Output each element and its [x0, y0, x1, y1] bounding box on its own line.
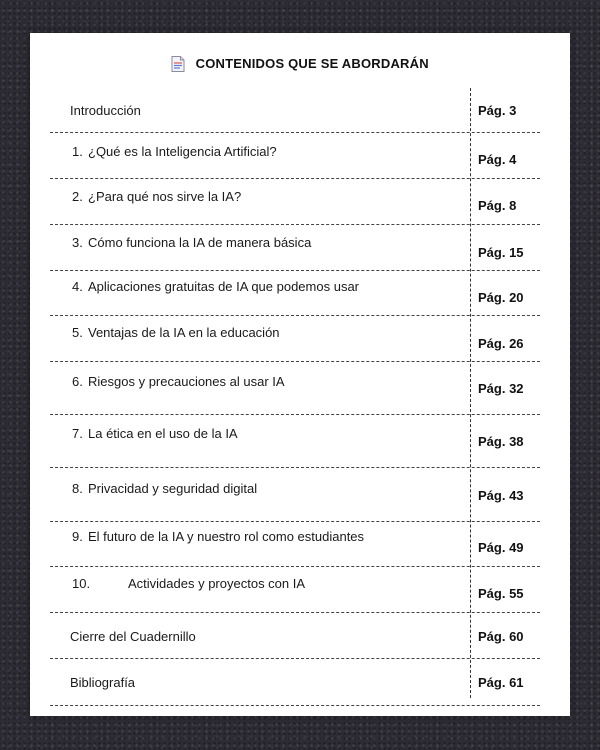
- toc-row: [50, 225, 540, 271]
- toc-page-ref: Pág. 4: [478, 152, 517, 167]
- toc-row: [50, 415, 540, 468]
- document-title: CONTENIDOS QUE SE ABORDARÁN: [195, 56, 429, 72]
- toc-page-ref: Pág. 60: [478, 629, 524, 644]
- toc-row: [50, 316, 540, 362]
- toc-entry-label: Riesgos y precauciones al usar IA: [88, 374, 285, 389]
- toc-entry-number: 3.: [72, 235, 83, 250]
- toc-entry-number: 9.: [72, 529, 83, 544]
- toc-row: [50, 522, 540, 567]
- toc-row: [50, 659, 540, 706]
- toc-entry-number: 1.: [72, 144, 83, 159]
- toc-page-ref: Pág. 49: [478, 540, 524, 555]
- toc-page-ref: Pág. 61: [478, 675, 524, 690]
- toc-entry-label: ¿Para qué nos sirve la IA?: [88, 189, 242, 204]
- toc-entry-number: 8.: [72, 481, 83, 496]
- toc-row: [50, 88, 540, 133]
- toc-page-ref: Pág. 3: [478, 103, 517, 118]
- toc-row: [50, 468, 540, 522]
- toc-row: [50, 567, 540, 613]
- toc-page-ref: Pág. 8: [478, 198, 517, 213]
- toc-entry-number: 5.: [72, 325, 83, 340]
- toc-page-ref: Pág. 43: [478, 488, 524, 503]
- toc-entry-number: 7.: [72, 426, 83, 441]
- toc-row: [50, 133, 540, 179]
- toc-entry-label: ¿Qué es la Inteligencia Artificial?: [88, 144, 277, 159]
- document-page: [30, 33, 570, 716]
- toc-page-ref: Pág. 55: [478, 586, 524, 601]
- toc-row: [50, 362, 540, 415]
- toc-entry-number: 2.: [72, 189, 83, 204]
- toc-entry-label: Bibliografía: [70, 675, 136, 690]
- toc-entry-label: Cómo funciona la IA de manera básica: [88, 235, 312, 250]
- toc-entry-label: Cierre del Cuadernillo: [70, 629, 196, 644]
- toc-entry-label: Introducción: [70, 103, 141, 118]
- document-icon: [171, 56, 185, 72]
- toc-page-ref: Pág. 26: [478, 336, 524, 351]
- toc-row: [50, 179, 540, 225]
- toc-page-ref: Pág. 38: [478, 434, 524, 449]
- toc-entry-label: La ética en el uso de la IA: [88, 426, 238, 441]
- toc-page-ref: Pág. 32: [478, 381, 524, 396]
- toc-entry-label: Privacidad y seguridad digital: [88, 481, 258, 496]
- toc-page-ref: Pág. 15: [478, 245, 524, 260]
- toc-entry-label: Ventajas de la IA en la educación: [88, 325, 280, 340]
- toc-entry-number: 10.: [72, 576, 91, 591]
- toc-entry-label: El futuro de la IA y nuestro rol como estudiantes: [88, 529, 365, 544]
- toc-row: [50, 271, 540, 316]
- toc-entry-label: Aplicaciones gratuitas de IA que podemos usar: [88, 279, 360, 294]
- title-row: [30, 55, 570, 75]
- table-of-contents: [50, 88, 540, 706]
- toc-row: [50, 613, 540, 659]
- toc-entry-label: Actividades y proyectos con IA: [128, 576, 306, 591]
- toc-entry-number: 4.: [72, 279, 83, 294]
- toc-page-ref: Pág. 20: [478, 290, 524, 305]
- toc-entry-number: 6.: [72, 374, 83, 389]
